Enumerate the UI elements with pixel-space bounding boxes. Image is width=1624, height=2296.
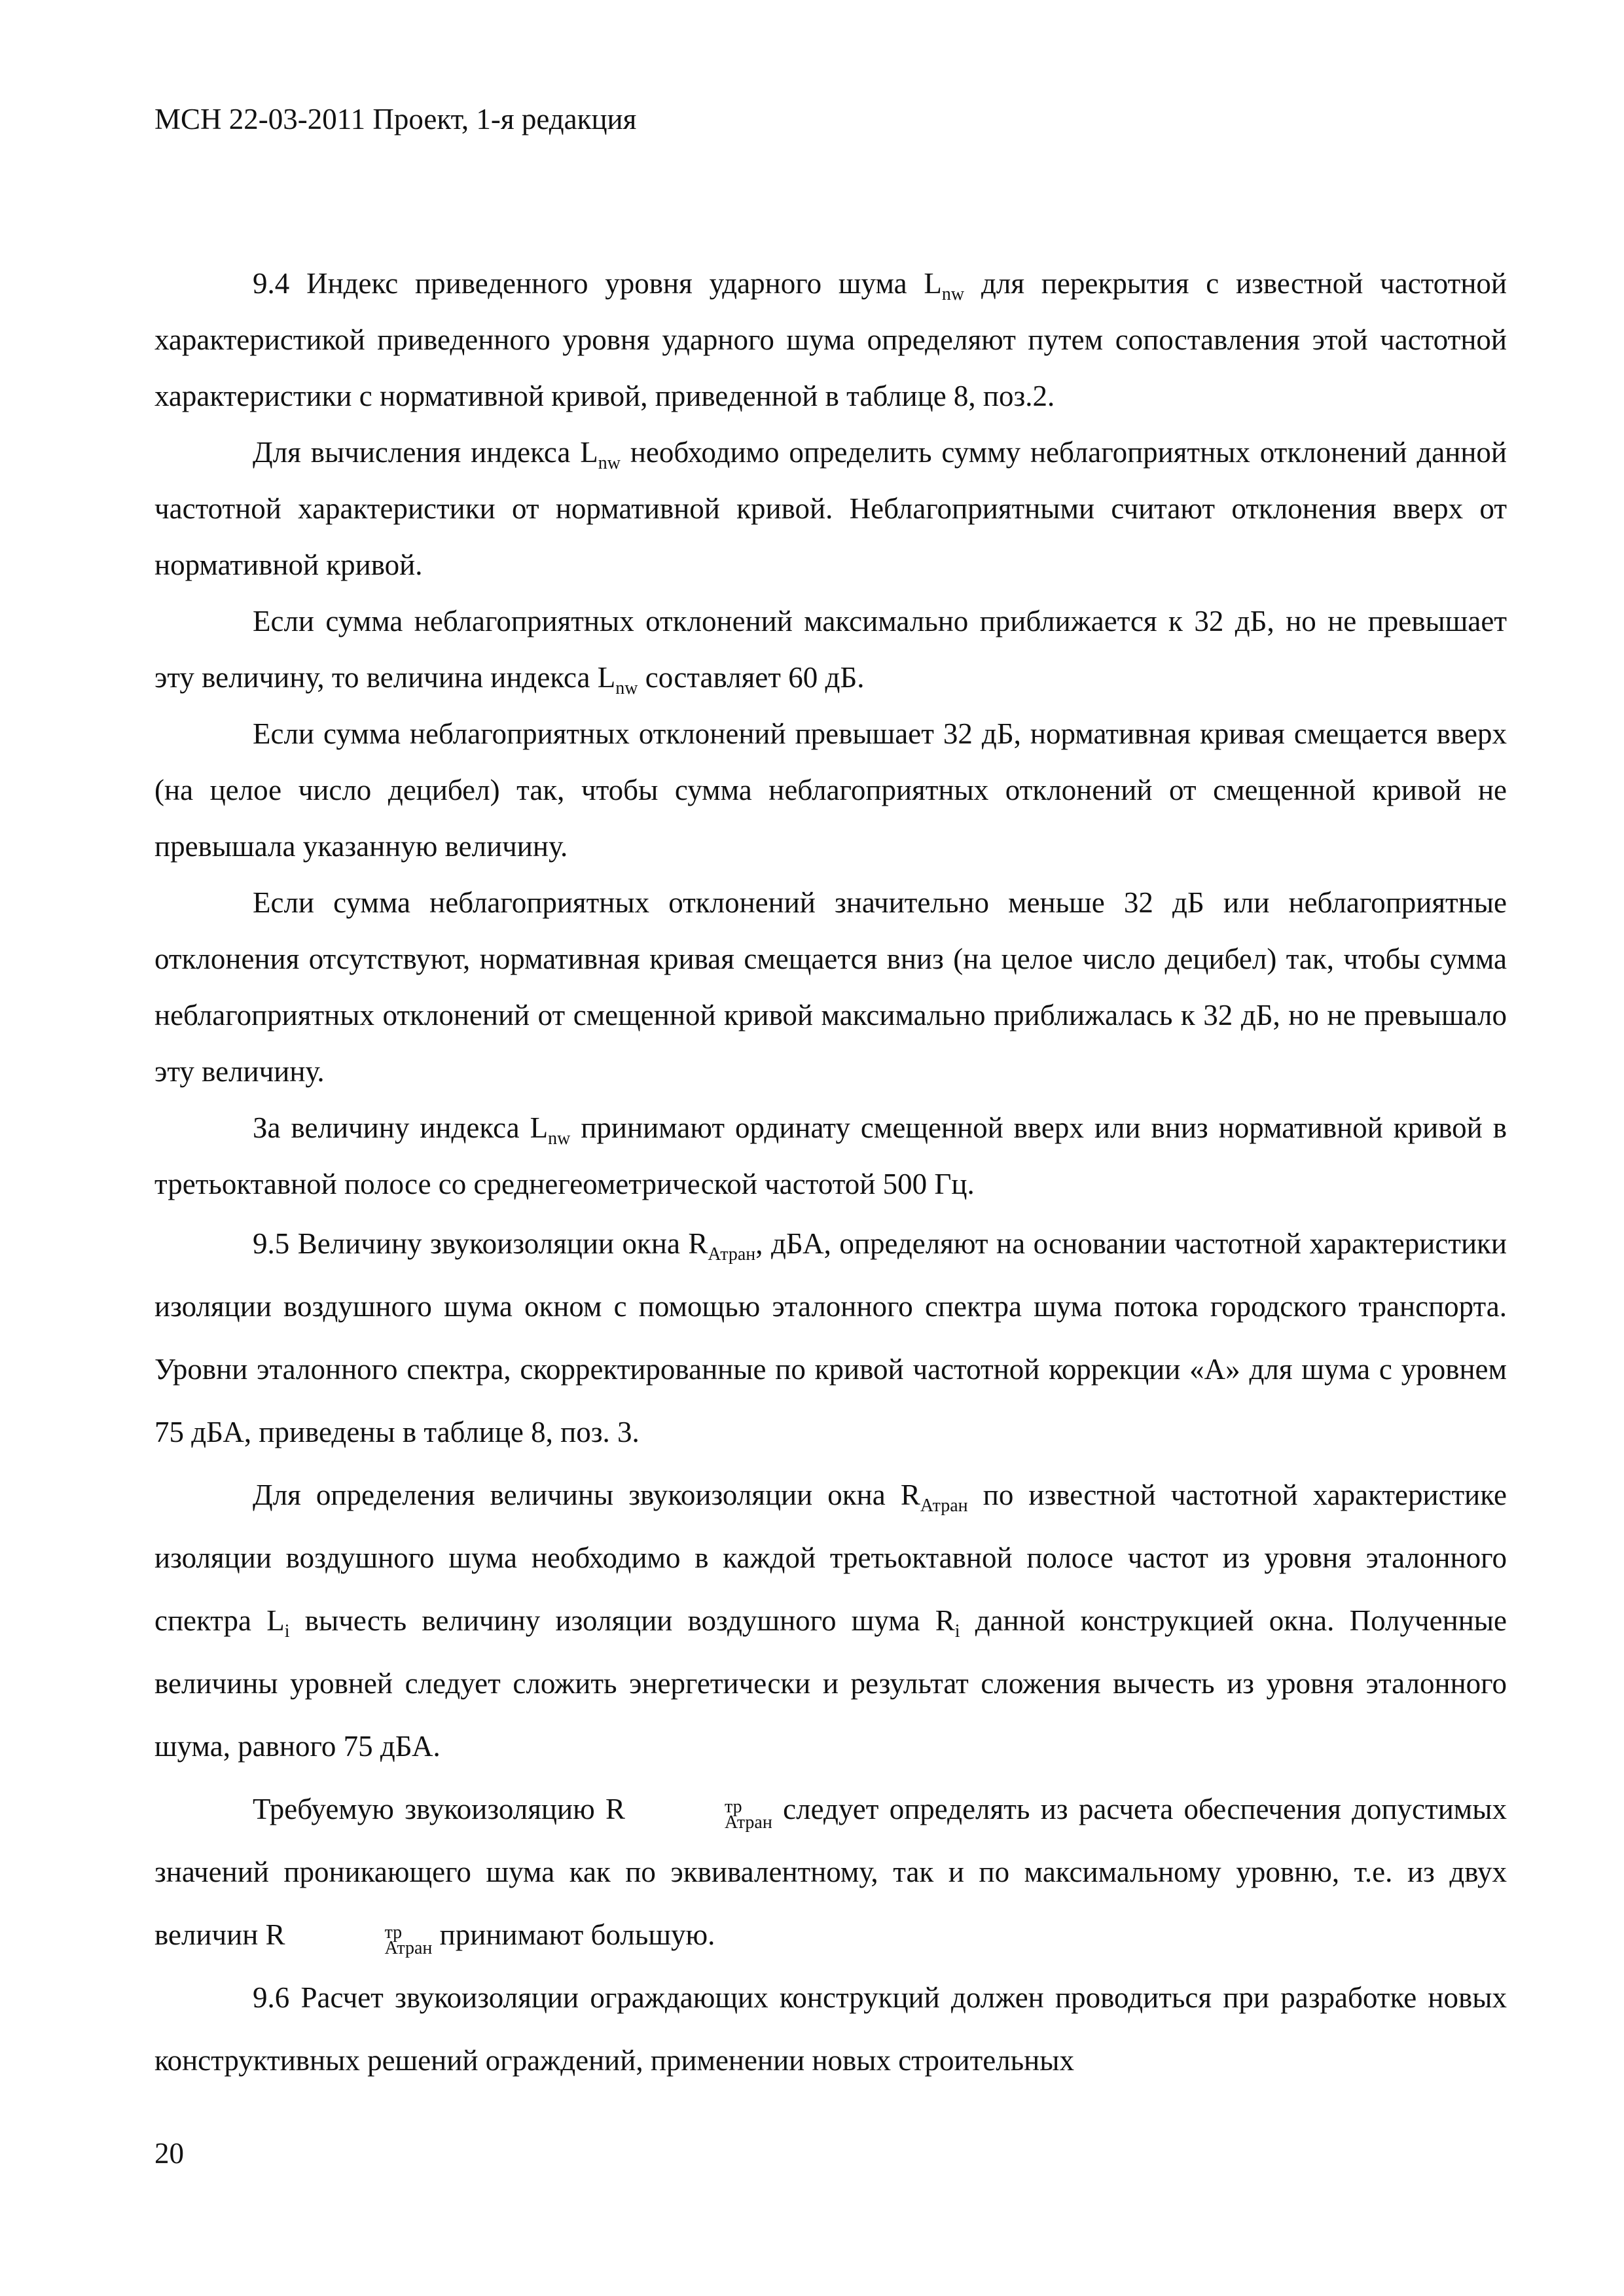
paragraph-required-insulation <box>154 1778 1507 1966</box>
text-run: Для определения величины звукоизоляции окна <box>253 1479 901 1511</box>
paragraph-curve-shift-down: Если сумма неблагоприятных отклонений значительно меньше 32 дБ или неблагоприятные отклонения отсутствуют, нормативная кривая смещается вниз (на целое число децибел) так, чтобы сумма неблагоприятных отклонений от смещенной кривой максимально приближалась к 32 дБ, но не превышало эту величину. <box>154 886 1507 1088</box>
text-run: 9.5 Величину звукоизоляции окна <box>253 1227 689 1260</box>
r-atran-required-symbol: R тр Атран <box>265 1918 433 1958</box>
text-run: вычесть величину изоляции воздушного шума <box>289 1604 935 1637</box>
r-atran-symbol: $R_{Атран}$ <box>688 1227 756 1265</box>
text-run: для перекрытия с известной частотной характеристикой приведенного уровня ударного шума определяют путем сопоставления этой частотной характеристики с нормативной кривой, приведенной в таблице 8, поз.2. <box>154 267 1507 412</box>
index-lnw-symbol: $L_{nw}$ <box>580 436 621 473</box>
paragraph-9-6: 9.6 Расчет звукоизоляции ограждающих конструкций должен проводиться при разработке новых конструктивных решений ограждений, применении новых строительных <box>154 1981 1507 2077</box>
text-run: по известной частотной характеристике изоляции воздушного шума необходимо в каждой третьоктавной полосе частот из уровня эталонного спектра <box>154 1479 1507 1637</box>
text-run: необходимо определить сумму неблагоприятных отклонений данной частотной характеристики от нормативной кривой. Неблагоприятными считают отклонения вверх от нормативной кривой. <box>154 436 1507 581</box>
r-atran-symbol: $R_{Атран}$ <box>900 1479 968 1516</box>
text-run: Требуемую звукоизоляцию <box>253 1793 606 1825</box>
index-lnw-symbol: $L_{nw}$ <box>597 661 638 698</box>
ri-symbol: $R_i$ <box>935 1604 960 1641</box>
text-run: Если сумма неблагоприятных отклонений максимально приближается к 32 дБ, но не превышает эту величину, то величина индекса <box>154 605 1507 694</box>
text-run: За величину индекса <box>253 1111 530 1144</box>
paragraph-sum-32db <box>154 593 1507 706</box>
r-atran-required-symbol: R тр Атран <box>605 1793 772 1833</box>
text-run: принимают большую. <box>432 1918 715 1951</box>
li-symbol: $L_i$ <box>266 1604 290 1641</box>
text-run: Для вычисления индекса <box>253 436 581 469</box>
index-lnw-symbol: $L_{nw}$ <box>530 1111 571 1149</box>
paragraph-curve-shift-up: Если сумма неблагоприятных отклонений превышает 32 дБ, нормативная кривая смещается вверх (на целое число децибел) так, чтобы сумма неблагоприятных отклонений от смещенной кривой не превышала указанную величину. <box>154 717 1507 863</box>
paragraph-index-ordinate <box>154 1100 1507 1212</box>
index-lnw-symbol: $L_{nw}$ <box>924 267 965 304</box>
paragraph-window-insulation <box>154 1463 1507 1778</box>
paragraph-lnw-calculation <box>154 424 1507 593</box>
text-run: составляет 60 дБ. <box>638 661 865 694</box>
text-run: следует определять из расчета обеспечения допустимых значений проникающего шума как по эквивалентному, так и по максимальному уровню, т.е. из двух величин <box>154 1793 1507 1951</box>
text-run: принимают ординату смещенной вверх или вниз нормативной кривой в третьоктавной полосе со среднегеометрической частотой 500 Гц. <box>154 1111 1507 1200</box>
document-body <box>154 255 1507 2092</box>
text-run: 9.4 Индекс приведенного уровня ударного шума <box>253 267 924 300</box>
paragraph-9-4 <box>154 255 1507 424</box>
text-run: , дБА, определяют на основании частотной характеристики изоляции воздушного шума окном с помощью эталонного спектра шума потока городского транспорта. Уровни эталонного спектра, скорректированные по кривой частотной коррекции «А» для шума с уровнем 75 дБА, приведены в таблице 8, поз. 3. <box>154 1227 1507 1448</box>
paragraph-9-5 <box>154 1212 1507 1463</box>
text-run: данной конструкцией окна. Полученные величины уровней следует сложить энергетически и результат сложения вычесть из уровня эталонного шума, равного 75 дБА. <box>154 1604 1507 1763</box>
document-header: МСН 22-03-2011 Проект, 1-я редакция <box>154 103 637 135</box>
page-number: 20 <box>154 2137 184 2170</box>
